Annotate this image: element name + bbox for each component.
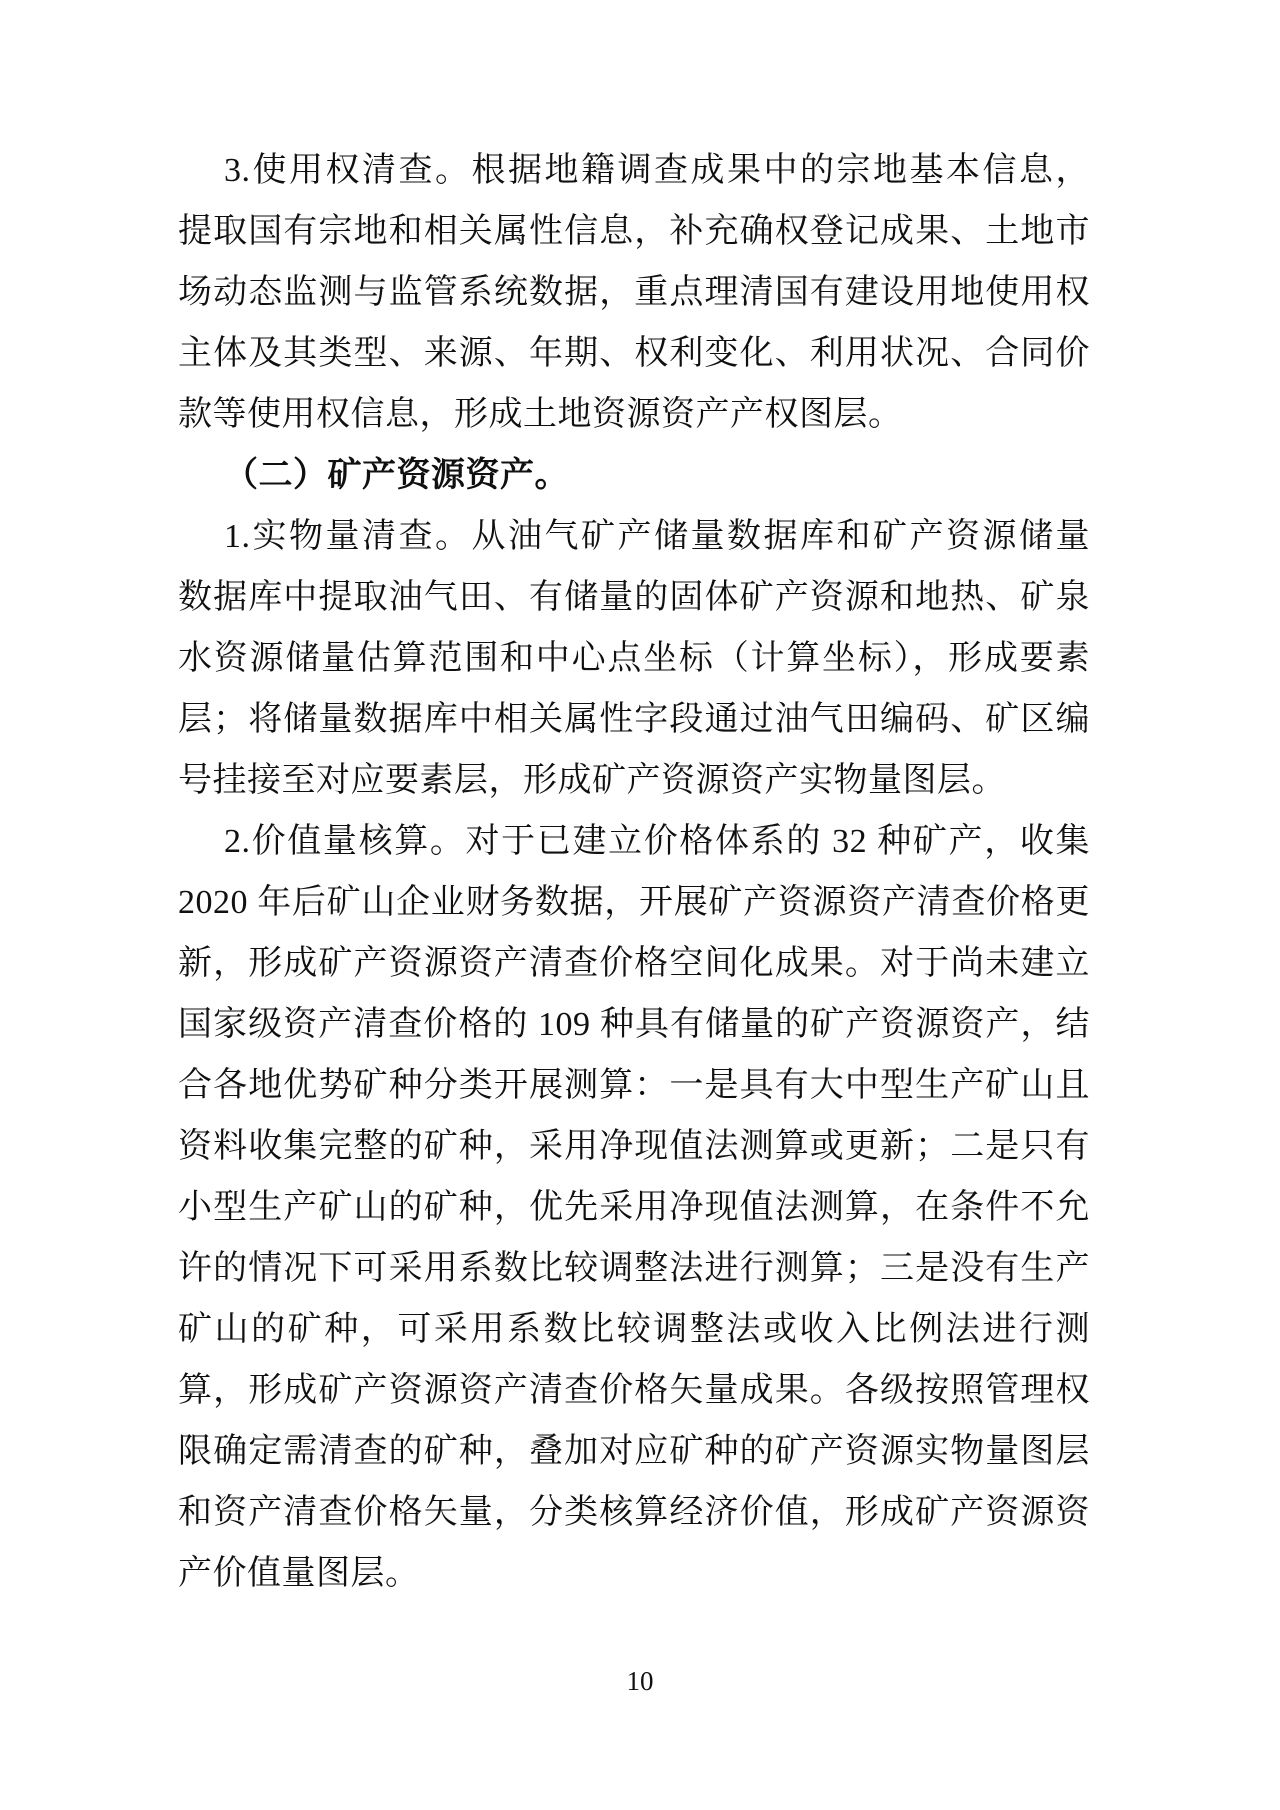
text-line: 限确定需清查的矿种，叠加对应矿种的矿产资源实物量图层 bbox=[178, 1433, 1090, 1470]
text-line: 主体及其类型、来源、年期、权利变化、利用状况、合同价 bbox=[178, 335, 1090, 372]
text-line: 资料收集完整的矿种，采用净现值法测算或更新；二是只有 bbox=[178, 1128, 1090, 1165]
page-number: 10 bbox=[626, 1666, 654, 1696]
text-line: 和资产清查价格矢量，分类核算经济价值，形成矿产资源资 bbox=[178, 1494, 1090, 1531]
text-line: 号挂接至对应要素层，形成矿产资源资产实物量图层。 bbox=[178, 762, 1006, 799]
text-line: 2020 年后矿山企业财务数据，开展矿产资源资产清查价格更 bbox=[178, 884, 1090, 921]
text-line: 合各地优势矿种分类开展测算：一是具有大中型生产矿山且 bbox=[178, 1067, 1090, 1104]
text-line: 3.使用权清查。根据地籍调查成果中的宗地基本信息， bbox=[224, 152, 1090, 189]
text-line: 算，形成矿产资源资产清查价格矢量成果。各级按照管理权 bbox=[178, 1372, 1090, 1409]
text-line: （二）矿产资源资产。 bbox=[224, 457, 569, 494]
section-heading bbox=[178, 445, 1090, 506]
paragraph bbox=[178, 811, 1090, 1604]
text-line: 小型生产矿山的矿种，优先采用净现值法测算，在条件不允 bbox=[178, 1189, 1090, 1226]
text-line: 场动态监测与监管系统数据，重点理清国有建设用地使用权 bbox=[178, 274, 1090, 311]
text-line: 水资源储量估算范围和中心点坐标（计算坐标），形成要素 bbox=[178, 640, 1090, 677]
text-line: 许的情况下可采用系数比较调整法进行测算；三是没有生产 bbox=[178, 1250, 1090, 1287]
text-line: 数据库中提取油气田、有储量的固体矿产资源和地热、矿泉 bbox=[178, 579, 1090, 616]
text-line: 2.价值量核算。对于已建立价格体系的 32 种矿产，收集 bbox=[224, 823, 1090, 860]
text-line: 1.实物量清查。从油气矿产储量数据库和矿产资源储量 bbox=[224, 518, 1090, 555]
text-line: 国家级资产清查价格的 109 种具有储量的矿产资源资产，结 bbox=[178, 1006, 1090, 1043]
text-line: 产价值量图层。 bbox=[178, 1555, 420, 1592]
paragraph bbox=[178, 140, 1090, 445]
text-line: 层；将储量数据库中相关属性字段通过油气田编码、矿区编 bbox=[178, 701, 1090, 738]
document-body bbox=[178, 140, 1090, 1604]
text-line: 款等使用权信息，形成土地资源资产产权图层。 bbox=[178, 396, 903, 433]
text-line: 提取国有宗地和相关属性信息，补充确权登记成果、土地市 bbox=[178, 213, 1090, 250]
text-line: 矿山的矿种，可采用系数比较调整法或收入比例法进行测 bbox=[178, 1311, 1090, 1348]
text-line: 新，形成矿产资源资产清查价格空间化成果。对于尚未建立 bbox=[178, 945, 1090, 982]
paragraph bbox=[178, 506, 1090, 811]
